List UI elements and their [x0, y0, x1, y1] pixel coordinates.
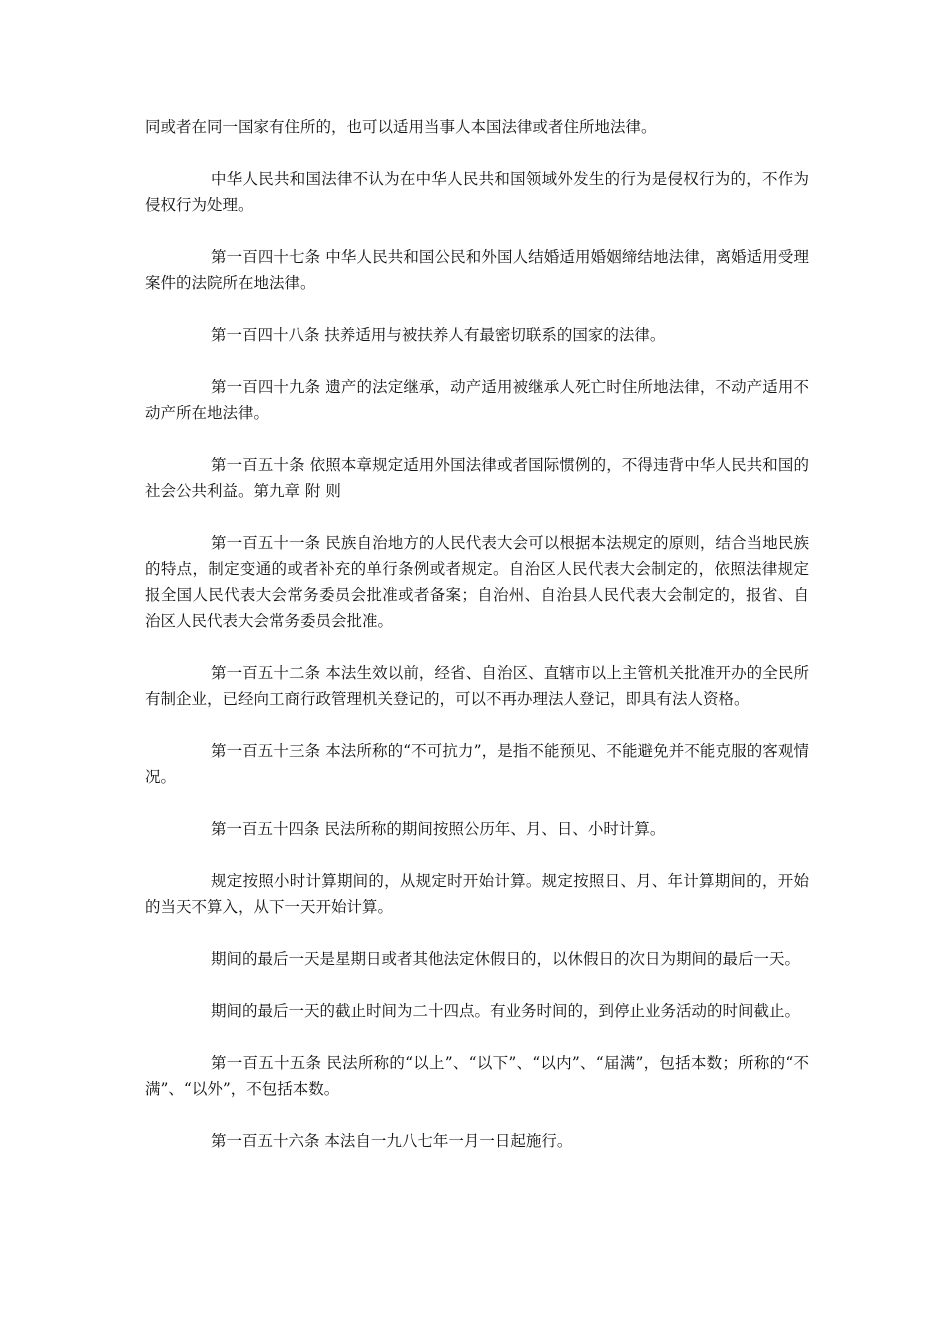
article-154: 第一百五十四条 民法所称的期间按照公历年、月、日、小时计算。: [211, 820, 666, 838]
article-148: 第一百四十八条 扶养适用与被扶养人有最密切联系的国家的法律。: [211, 326, 666, 344]
paragraph-2: 中华人民共和国法律不认为在中华人民共和国领域外发生的行为是侵权行为的，不作为侵权行为处理。: [145, 170, 809, 214]
article-151: 第一百五十一条 民族自治地方的人民代表大会可以根据本法规定的原则，结合当地民族的特点，制定变通的或者补充的单行条例或者规定。自治区人民代表大会制定的，依照法律规定报全国人民代表大会常务委员会批准或者备案；自治州、自治县人民代表大会制定的，报省、自治区人民代表大会常务委员会批准。: [145, 534, 809, 630]
paragraph-1: 同或者在同一国家有住所的，也可以适用当事人本国法律或者住所地法律。: [145, 118, 657, 136]
article-153: 第一百五十三条 本法所称的“不可抗力”，是指不能预见、不能避免并不能克服的客观情况。: [145, 742, 809, 786]
article-147: 第一百四十七条 中华人民共和国公民和外国人结婚适用婚姻缔结地法律，离婚适用受理案件的法院所在地法律。: [145, 248, 809, 292]
article-154-clause-4: 期间的最后一天的截止时间为二十四点。有业务时间的，到停止业务活动的时间截止。: [211, 1002, 801, 1020]
article-149: 第一百四十九条 遗产的法定继承，动产适用被继承人死亡时住所地法律，不动产适用不动产所在地法律。: [145, 378, 809, 422]
document-body: [145, 114, 809, 1180]
article-152: 第一百五十二条 本法生效以前，经省、自治区、直辖市以上主管机关批准开办的全民所有制企业，已经向工商行政管理机关登记的，可以不再办理法人登记，即具有法人资格。: [145, 664, 809, 708]
article-155: 第一百五十五条 民法所称的“以上”、“以下”、“以内”、“届满”，包括本数；所称的“不满”、“以外”，不包括本数。: [145, 1054, 809, 1098]
article-154-clause-2: 规定按照小时计算期间的，从规定时开始计算。规定按照日、月、年计算期间的，开始的当天不算入，从下一天开始计算。: [145, 872, 809, 916]
article-150: 第一百五十条 依照本章规定适用外国法律或者国际惯例的，不得违背中华人民共和国的社会公共利益。第九章 附 则: [145, 456, 809, 500]
article-156: 第一百五十六条 本法自一九八七年一月一日起施行。: [211, 1132, 573, 1150]
article-154-clause-3: 期间的最后一天是星期日或者其他法定休假日的，以休假日的次日为期间的最后一天。: [211, 950, 801, 968]
